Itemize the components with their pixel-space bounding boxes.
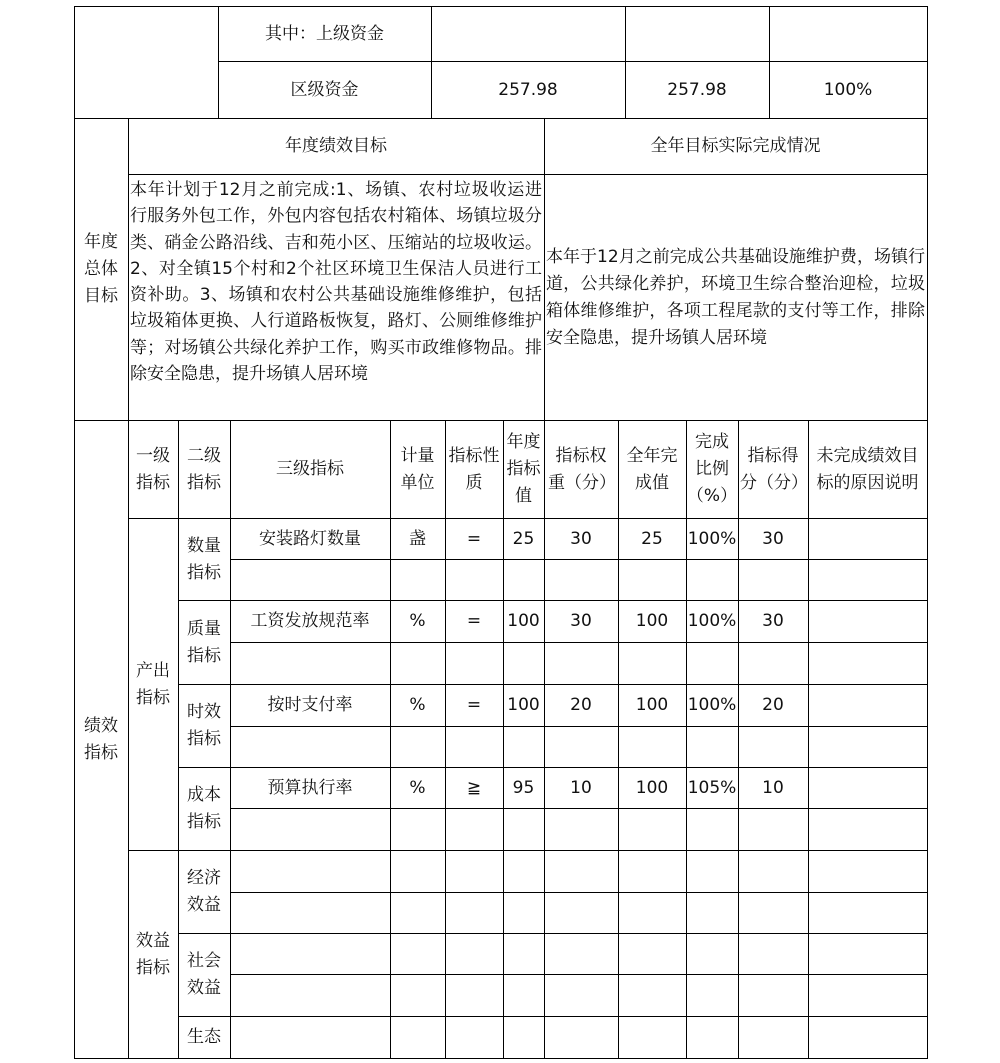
indicator-weight: 30 [570, 611, 592, 631]
header-ratio: 完成比例（%） [686, 432, 738, 506]
timeliness-indicator-label: 时效指标 [187, 702, 221, 749]
indicator-weight: 10 [570, 777, 592, 798]
indicator-actual: 100 [635, 611, 669, 631]
indicator-score: 10 [762, 777, 784, 798]
header-level2: 二级指标 [187, 445, 221, 493]
indicator-weight: 30 [570, 528, 592, 549]
indicator-name: 安装路灯数量 [259, 528, 361, 549]
indicator-target: 95 [512, 777, 535, 798]
indicator-ratio: 100% [687, 611, 737, 631]
header-score: 指标得分（分） [740, 445, 808, 493]
indicator-nature: = [466, 695, 482, 715]
benefit-indicator-label: 效益指标 [136, 930, 170, 978]
ecological-benefit-label: 生态 [187, 1027, 221, 1047]
indicator-target: 25 [512, 528, 535, 549]
indicator-score: 30 [762, 528, 784, 549]
header-nature: 指标性质 [448, 445, 500, 493]
social-benefit-label: 社会效益 [187, 951, 221, 998]
cost-indicator-label: 成本指标 [187, 785, 221, 832]
annual-actual-text: 本年于12月之前完成公共基础设施维护费，场镇行道，公共绿化养护，环境卫生综合整治迎检，垃圾箱体维修维护，各项工程尾款的支付等工作，排除安全隐患，提升场镇人居环境 [546, 246, 925, 348]
district-funds-label: 区级资金 [290, 79, 359, 100]
quantity-indicator-label: 数量指标 [187, 535, 221, 583]
header-weight: 指标权重（分） [548, 445, 616, 493]
header-reason: 未完成绩效目标的原因说明 [816, 445, 919, 493]
annual-goal-header: 年度绩效目标 [285, 136, 387, 156]
indicator-score: 30 [762, 611, 784, 631]
indicator-nature: = [466, 528, 482, 549]
indicator-actual: 100 [635, 695, 669, 715]
indicator-actual: 25 [641, 528, 663, 549]
header-unit: 计量单位 [400, 445, 435, 493]
economic-benefit-label: 经济效益 [187, 868, 221, 915]
annual-goal-row-label: 年度总体目标 [84, 232, 118, 306]
indicator-unit: 盏 [409, 528, 426, 549]
indicator-target: 100 [507, 695, 540, 715]
perf-row-label: 绩效指标 [84, 715, 118, 763]
annual-actual-header: 全年目标实际完成情况 [650, 136, 821, 156]
annual-actual-text-cell [546, 175, 925, 420]
superior-funds-label: 其中：上级资金 [265, 23, 384, 44]
indicator-ratio: 105% [687, 777, 737, 798]
header-actual: 全年完成值 [626, 445, 678, 493]
annual-goal-text: 本年计划于12月之前完成:1、场镇、农村垃圾收运进行服务外包工作，外包内容包括农村箱体、场镇垃圾分类、硝金公路沿线、吉和苑小区、压缩站的垃圾收运。2、对全镇15个村和2个社区环境卫生保洁人员进行工资补助。3、场镇和农村公共基础设施维修维护，包括垃圾箱体更换、人行道路板恢复，路灯、公厕维修维护等；对场镇公共绿化养护工作，购买市政维修物品。排除安全隐患，提升场镇人居环境 [130, 180, 542, 385]
indicator-ratio: 100% [687, 528, 737, 549]
indicator-name: 预算执行率 [267, 777, 353, 798]
indicator-name: 工资发放规范率 [250, 611, 370, 631]
district-funds-rate: 100% [823, 79, 873, 100]
indicator-weight: 20 [570, 695, 592, 715]
header-annual-value: 年度指标值 [506, 432, 541, 506]
header-level1: 一级指标 [136, 445, 170, 493]
indicator-actual: 100 [635, 777, 669, 798]
quality-indicator-label: 质量指标 [187, 618, 221, 666]
indicator-nature: ≧ [466, 777, 482, 798]
output-indicator-label: 产出指标 [136, 660, 170, 708]
header-level3: 三级指标 [276, 459, 344, 479]
district-funds-budget: 257.98 [498, 79, 558, 100]
indicator-ratio: 100% [687, 695, 737, 715]
indicator-unit: % [409, 695, 426, 715]
indicator-nature: = [466, 611, 482, 631]
indicator-unit: % [409, 777, 426, 798]
indicator-score: 20 [762, 695, 784, 715]
indicator-target: 100 [507, 611, 540, 631]
indicator-unit: % [409, 611, 426, 631]
indicator-name: 按时支付率 [267, 695, 353, 715]
district-funds-executed: 257.98 [667, 79, 727, 100]
